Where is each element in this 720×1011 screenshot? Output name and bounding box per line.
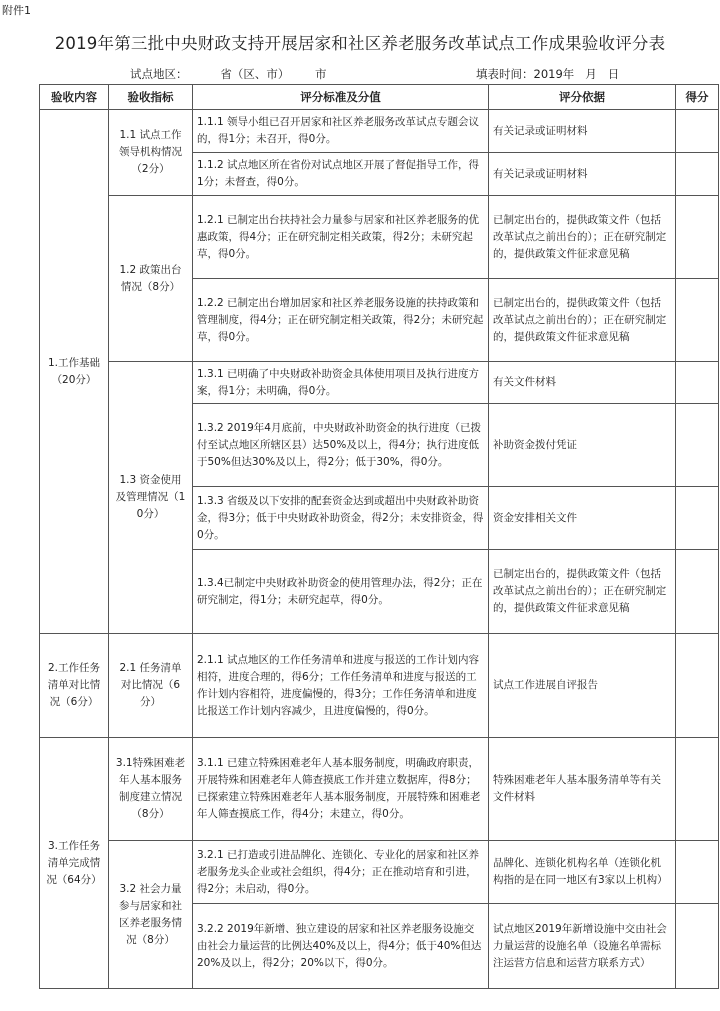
score-cell bbox=[676, 738, 719, 841]
standard-cell: 3.2.2 2019年新增、独立建设的居家和社区养老服务设施交由社会力量运营的比例达40%及以上，得4分；低于40%但达20%及以上，得2分；20%以下，得0分。 bbox=[193, 904, 489, 989]
table-row bbox=[40, 841, 719, 904]
score-cell bbox=[676, 841, 719, 904]
basis-cell: 已制定出台的，提供政策文件（包括改革试点之前出台的）；正在研究制定的，提供政策文件征求意见稿 bbox=[489, 550, 676, 634]
indicator-cell: 3.1特殊困难老年人基本服务制度建立情况（8分） bbox=[109, 738, 193, 841]
table-row bbox=[40, 110, 719, 153]
header-indicator: 验收指标 bbox=[109, 85, 193, 110]
basis-cell: 品牌化、连锁化机构名单（连锁化机构指的是在同一地区有3家以上机构） bbox=[489, 841, 676, 904]
score-cell bbox=[676, 404, 719, 487]
standard-cell: 2.1.1 试点地区的工作任务清单和进度与报送的工作计划内容相符，进度合理的，得6分；工作任务清单和进度与报送的工作计划内容相符，进度偏慢的，得3分；工作任务清单和进度比报送工作计划内容减少，且进度偏慢的，得0分。 bbox=[193, 634, 489, 738]
standard-cell: 3.1.1 已建立特殊困难老年人基本服务制度，明确政府职责，开展特殊和困难老年人筛查摸底工作并建立数据库，得8分；已探索建立特殊困难老年人基本服务制度，开展特殊和困难老年人筛查摸底工作，得4分；未建立，得0分。 bbox=[193, 738, 489, 841]
city-label: 市 bbox=[315, 67, 327, 81]
basis-cell: 资金安排相关文件 bbox=[489, 487, 676, 550]
standard-cell: 1.2.1 已制定出台扶持社会力量参与居家和社区养老服务的优惠政策，得4分；正在研究制定相关政策，得2分；未研究起草，得0分。 bbox=[193, 196, 489, 279]
table-row bbox=[40, 196, 719, 279]
table-row bbox=[40, 738, 719, 841]
standard-cell: 3.2.1 已打造或引进品牌化、连锁化、专业化的居家和社区养老服务龙头企业或社会组织，得4分；正在推动培育和引进，得2分；未启动，得0分。 bbox=[193, 841, 489, 904]
header-basis: 评分依据 bbox=[489, 85, 676, 110]
area-label: 试点地区： bbox=[130, 67, 188, 81]
attachment-label: 附件1 bbox=[2, 4, 31, 17]
standard-cell: 1.3.1 已明确了中央财政补助资金具体使用项目及执行进度方案，得1分；未明确，得0分。 bbox=[193, 362, 489, 404]
basis-cell: 有关记录或证明材料 bbox=[489, 110, 676, 153]
standard-cell: 1.1.1 领导小组已召开居家和社区养老服务改革试点专题会议的，得1分；未召开，得0分。 bbox=[193, 110, 489, 153]
standard-cell: 1.3.4已制定中央财政补助资金的使用管理办法，得2分；正在研究制定，得1分；未研究起草，得0分。 bbox=[193, 550, 489, 634]
table-header-row bbox=[40, 85, 719, 110]
table-row bbox=[40, 362, 719, 404]
basis-cell: 试点地区2019年新增设施中交由社会力量运营的设施名单（设施名单需标注运营方信息和运营方联系方式） bbox=[489, 904, 676, 989]
basis-cell: 补助资金拨付凭证 bbox=[489, 404, 676, 487]
standard-cell: 1.3.2 2019年4月底前，中央财政补助资金的执行进度（已拨付至试点地区所辖区县）达50%及以上，得4分；执行进度低于50%但达30%及以上，得2分；低于30%，得0分。 bbox=[193, 404, 489, 487]
page-title: 2019年第三批中央财政支持开展居家和社区养老服务改革试点工作成果验收评分表 bbox=[54, 34, 666, 53]
header-content: 验收内容 bbox=[40, 85, 109, 110]
indicator-cell: 1.3 资金使用及管理情况（10分） bbox=[109, 362, 193, 634]
indicator-cell: 1.1 试点工作领导机构情况（2分） bbox=[109, 110, 193, 196]
basis-cell: 有关文件材料 bbox=[489, 362, 676, 404]
section-content-cell: 3.工作任务清单完成情况（64分） bbox=[40, 738, 109, 989]
basis-cell: 有关记录或证明材料 bbox=[489, 153, 676, 196]
score-cell bbox=[676, 634, 719, 738]
indicator-cell: 2.1 任务清单对比情况（6分） bbox=[109, 634, 193, 738]
day-label: 日 bbox=[607, 67, 620, 81]
section-content-cell: 2.工作任务清单对比情况（6分） bbox=[40, 634, 109, 738]
header-score: 得分 bbox=[676, 85, 719, 110]
score-cell bbox=[676, 487, 719, 550]
basis-cell: 特殊困难老年人基本服务清单等有关文件材料 bbox=[489, 738, 676, 841]
basis-cell: 已制定出台的，提供政策文件（包括改革试点之前出台的）；正在研究制定的，提供政策文件征求意见稿 bbox=[489, 196, 676, 279]
province-label: 省（区、市） bbox=[220, 67, 290, 81]
score-table bbox=[39, 84, 719, 989]
section-content-cell: 1.工作基础（20分） bbox=[40, 110, 109, 634]
month-label: 月 bbox=[585, 67, 597, 81]
score-cell bbox=[676, 550, 719, 634]
indicator-cell: 3.2 社会力量参与居家和社区养老服务情况（8分） bbox=[109, 841, 193, 989]
score-cell bbox=[676, 153, 719, 196]
indicator-cell: 1.2 政策出台情况（8分） bbox=[109, 196, 193, 362]
date-label: 填表时间： bbox=[476, 67, 534, 81]
basis-cell: 已制定出台的，提供政策文件（包括改革试点之前出台的）；正在研究制定的，提供政策文件征求意见稿 bbox=[489, 279, 676, 362]
table-row bbox=[40, 634, 719, 738]
year-label: 2019年 bbox=[533, 67, 575, 81]
score-cell bbox=[676, 110, 719, 153]
score-cell bbox=[676, 196, 719, 279]
standard-cell: 1.3.3 省级及以下安排的配套资金达到或超出中央财政补助资金，得3分；低于中央财政补助资金，得2分；未安排资金，得0分。 bbox=[193, 487, 489, 550]
score-cell bbox=[676, 279, 719, 362]
score-cell bbox=[676, 904, 719, 989]
score-cell bbox=[676, 362, 719, 404]
pilot-area-line bbox=[130, 66, 327, 82]
fill-date-line bbox=[476, 66, 619, 82]
basis-cell: 试点工作进展自评报告 bbox=[489, 634, 676, 738]
standard-cell: 1.1.2 试点地区所在省份对试点地区开展了督促指导工作，得1分；未督查，得0分。 bbox=[193, 153, 489, 196]
header-standard: 评分标准及分值 bbox=[193, 85, 489, 110]
standard-cell: 1.2.2 已制定出台增加居家和社区养老服务设施的扶持政策和管理制度，得4分；正在研究制定相关政策，得2分；未研究起草，得0分。 bbox=[193, 279, 489, 362]
